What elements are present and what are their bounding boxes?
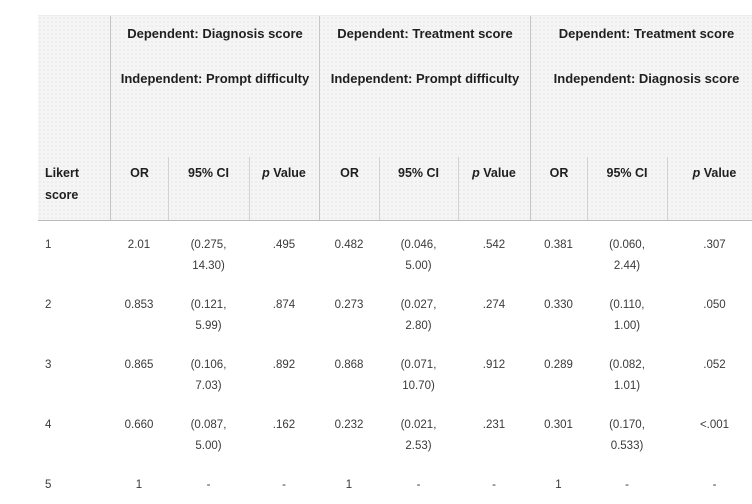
group-title-row	[38, 16, 752, 149]
ci-cell: (0.106, 7.03)	[190, 359, 227, 392]
p-value-cell: .307	[703, 239, 726, 251]
ci-cell: (0.021, 2.53)	[400, 419, 437, 452]
or-cell: 2.01	[127, 239, 151, 251]
likert-score-cell: 5	[45, 479, 52, 491]
ci-column-header-2: 95% CI	[379, 149, 458, 220]
ci-cell: -	[625, 479, 629, 491]
p-value-cell: .874	[272, 299, 296, 311]
p-value-cell: .542	[482, 239, 506, 251]
p-rest-label: Value	[700, 166, 737, 180]
table-row	[38, 221, 752, 281]
ci-column-header-3: 95% CI	[587, 149, 667, 220]
p-value-cell: .495	[272, 239, 296, 251]
table-row	[38, 461, 752, 504]
p-value-cell: -	[712, 479, 717, 491]
ci-cell: (0.082, 1.01)	[609, 359, 645, 392]
ci-cell: -	[416, 479, 421, 491]
group1-dependent-label: Dependent: Diagnosis score	[127, 26, 303, 41]
group-header-3	[530, 16, 752, 149]
group-header-1	[110, 16, 319, 149]
ci-cell: (0.060, 2.44)	[609, 239, 645, 272]
p-value-cell: .162	[272, 419, 296, 431]
p-value-cell: <.001	[699, 419, 730, 431]
likert-score-cell: 4	[45, 419, 52, 431]
group2-dependent-label: Dependent: Treatment score	[337, 26, 513, 41]
ci-cell: (0.027, 2.80)	[400, 299, 437, 332]
group2-independent-label: Independent: Prompt difficulty	[330, 71, 520, 86]
group-header-2	[319, 16, 530, 149]
or-column-header-3: OR	[530, 149, 587, 220]
group1-independent-label: Independent: Prompt difficulty	[120, 71, 310, 86]
p-value-cell: -	[282, 479, 286, 491]
ci-cell: (0.275, 14.30)	[190, 239, 227, 272]
p-value-cell: -	[492, 479, 496, 491]
table-header	[38, 15, 752, 221]
table-row	[38, 281, 752, 341]
regression-results-table	[38, 15, 752, 504]
ci-cell: (0.046, 5.00)	[400, 239, 437, 272]
table-row	[38, 341, 752, 401]
ci-cell: (0.170, 0.533)	[609, 419, 645, 452]
or-cell: 0.865	[124, 359, 154, 371]
ci-cell: (0.071, 10.70)	[400, 359, 437, 392]
table-body	[38, 221, 752, 504]
p-value-column-header-3	[667, 149, 752, 220]
or-cell: 1	[555, 479, 562, 491]
ci-cell: (0.087, 5.00)	[190, 419, 227, 452]
p-italic-label: p	[472, 166, 480, 180]
likert-score-cell: 1	[45, 239, 52, 251]
or-cell: 0.273	[334, 299, 364, 311]
or-cell: 1	[345, 479, 353, 491]
or-cell: 0.381	[544, 239, 573, 251]
p-value-cell: .912	[482, 359, 506, 371]
group3-independent-label: Independent: Diagnosis score	[553, 71, 740, 86]
p-value-column-header-2	[458, 149, 530, 220]
p-italic-label: p	[262, 166, 270, 180]
p-value-cell: .892	[272, 359, 296, 371]
ci-column-header-1: 95% CI	[168, 149, 249, 220]
or-column-header-2: OR	[319, 149, 379, 220]
table-row	[38, 401, 752, 461]
or-cell: 0.868	[334, 359, 364, 371]
or-cell: 0.482	[334, 239, 364, 251]
or-cell: 0.301	[544, 419, 573, 431]
likert-score-column-header: Likert score	[45, 166, 80, 202]
p-rest-label: Value	[479, 166, 516, 180]
or-cell: 0.330	[544, 299, 573, 311]
p-value-cell: .052	[703, 359, 726, 371]
or-cell: 1	[135, 479, 143, 491]
likert-score-cell: 3	[45, 359, 52, 371]
or-cell: 0.289	[544, 359, 573, 371]
p-value-cell: .274	[482, 299, 506, 311]
likert-header-spacer	[38, 16, 110, 149]
p-italic-label: p	[692, 166, 701, 180]
ci-cell: -	[206, 479, 211, 491]
p-value-cell: .050	[703, 299, 726, 311]
p-value-cell: .231	[482, 419, 506, 431]
group3-dependent-label: Dependent: Treatment score	[558, 26, 735, 41]
p-value-column-header-1	[249, 149, 319, 220]
ci-cell: (0.110, 1.00)	[609, 299, 645, 332]
column-header-row	[38, 149, 752, 220]
likert-score-cell: 2	[45, 299, 52, 311]
ci-cell: (0.121, 5.99)	[190, 299, 227, 332]
p-rest-label: Value	[269, 166, 306, 180]
or-cell: 0.660	[124, 419, 154, 431]
or-column-header-1: OR	[110, 149, 168, 220]
or-cell: 0.853	[124, 299, 154, 311]
or-cell: 0.232	[334, 419, 364, 431]
